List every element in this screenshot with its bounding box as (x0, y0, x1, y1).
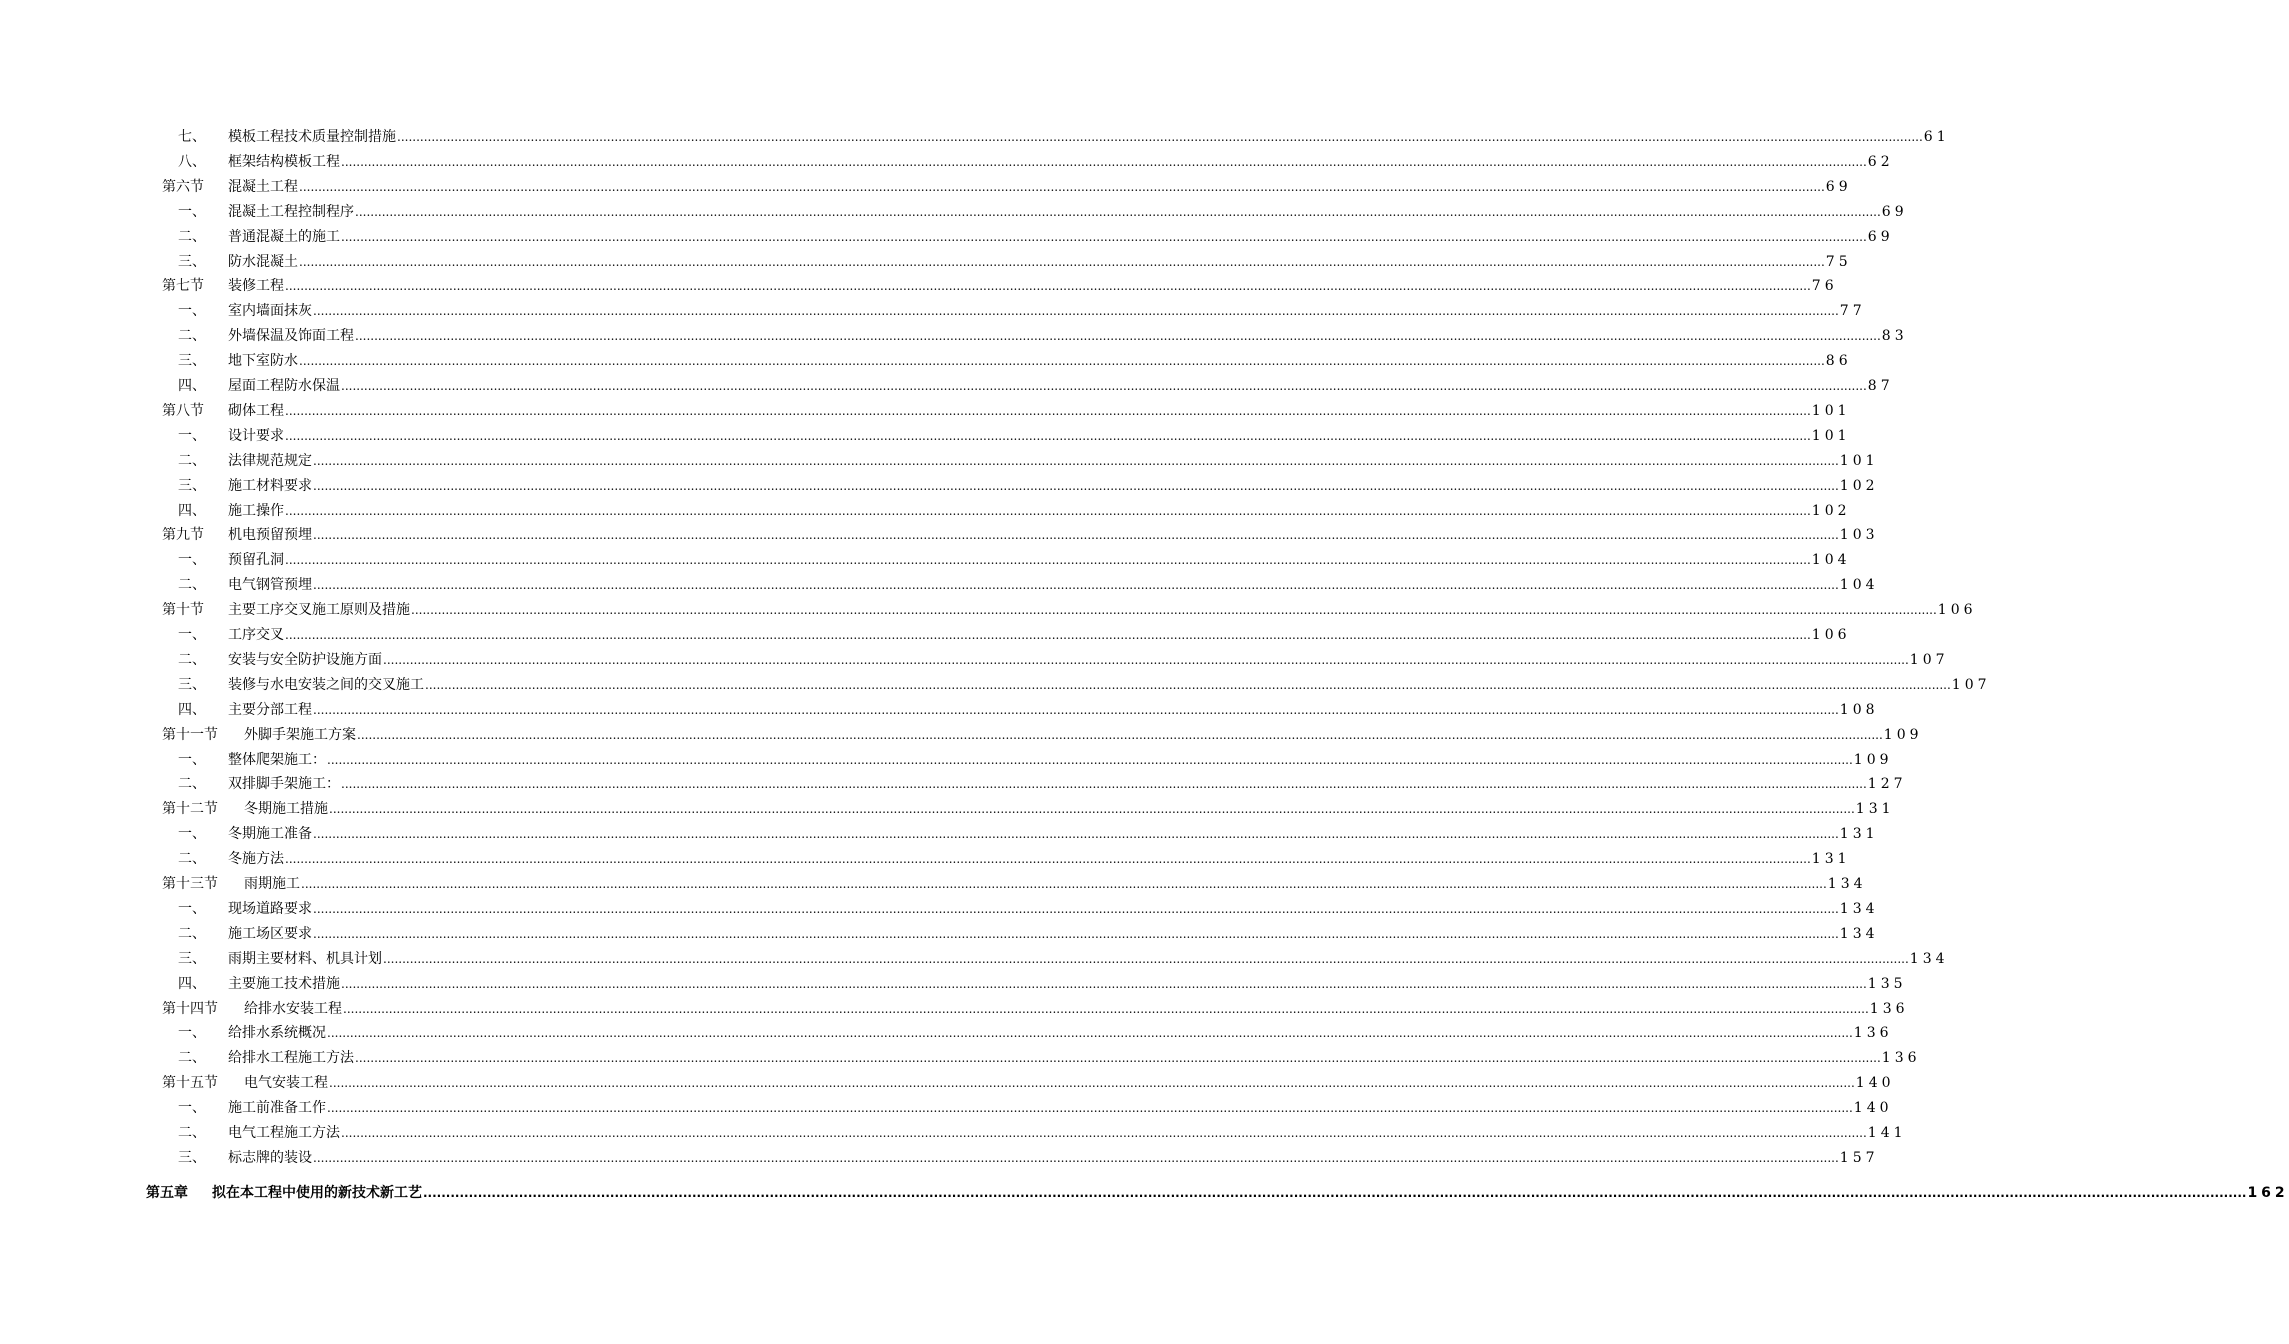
toc-item-entry[interactable] (178, 899, 1879, 919)
toc-page-number: 101 (1811, 402, 1851, 419)
toc-entry-title: 设计要求 (228, 427, 284, 444)
toc-page-number: 157 (1839, 1149, 1879, 1166)
toc-section-entry[interactable] (162, 725, 1923, 745)
toc-entry-number: 第十四节 (162, 1000, 218, 1017)
toc-dot-leader: ................................................................................................................................................................................................................................................................................................................................................................................................................ (341, 379, 1867, 393)
toc-entry-title: 主要施工技术措施 (228, 975, 340, 992)
toc-entry-title: 整体爬架施工： (228, 751, 326, 768)
toc-entry-number: 三、 (178, 353, 206, 370)
toc-item-entry[interactable] (178, 974, 1907, 994)
toc-entry-title: 防水混凝土 (228, 253, 298, 270)
toc-entry-number: 二、 (178, 925, 206, 942)
toc-entry-number: 一、 (178, 427, 206, 444)
toc-entry-number: 一、 (178, 900, 206, 917)
toc-dot-leader: ................................................................................................................................................................................................................................................................................................................................................................................................................ (285, 628, 1811, 642)
toc-page-number: 102 (1811, 502, 1851, 519)
toc-item-entry[interactable] (178, 650, 1949, 670)
toc-page-number: 134 (1827, 876, 1867, 892)
toc-chapter-entry[interactable] (146, 1183, 2289, 1203)
toc-section-entry[interactable] (162, 799, 1895, 819)
toc-dot-leader: ................................................................................................................................................................................................................................................................................................................................................................................................................ (341, 1126, 1867, 1140)
toc-item-entry[interactable] (178, 476, 1879, 496)
toc-entry-title: 主要分部工程 (228, 701, 312, 718)
toc-dot-leader: ................................................................................................................................................................................................................................................................................................................................................................................................................ (357, 727, 1883, 742)
toc-page-number: 136 (1869, 1000, 1909, 1017)
toc-dot-leader: ................................................................................................................................................................................................................................................................................................................................................................................................................ (341, 777, 1867, 792)
toc-item-entry[interactable] (178, 1123, 1907, 1143)
toc-page-number: 107 (1909, 651, 1949, 668)
toc-entry-number: 三、 (178, 676, 206, 693)
toc-entry-title: 法律规范规定 (228, 452, 312, 469)
toc-page-number: 69 (1881, 203, 1908, 220)
toc-entry-number: 二、 (178, 228, 206, 245)
toc-page-number: 136 (1881, 1050, 1921, 1067)
toc-page-number: 141 (1867, 1125, 1907, 1141)
toc-entry-title: 冬期施工措施 (244, 801, 328, 818)
toc-dot-leader: ................................................................................................................................................................................................................................................................................................................................................................................................................ (423, 1185, 2247, 1200)
toc-page-number: 131 (1839, 826, 1879, 843)
toc-entry-number: 二、 (178, 851, 206, 868)
toc-item-entry[interactable] (178, 824, 1879, 844)
toc-page-number: 104 (1811, 552, 1851, 569)
toc-dot-leader: ................................................................................................................................................................................................................................................................................................................................................................................................................ (329, 802, 1855, 817)
toc-item-entry[interactable] (178, 849, 1851, 869)
toc-dot-leader: ................................................................................................................................................................................................................................................................................................................................................................................................................ (313, 702, 1839, 717)
toc-dot-leader: ................................................................................................................................................................................................................................................................................................................................................................................................................ (341, 229, 1867, 244)
toc-entry-number: 三、 (178, 1149, 206, 1166)
toc-dot-leader: ................................................................................................................................................................................................................................................................................................................................................................................................................ (313, 453, 1839, 468)
toc-item-entry[interactable] (178, 675, 1991, 695)
toc-dot-leader: ................................................................................................................................................................................................................................................................................................................................................................................................................ (355, 329, 1881, 344)
toc-page-number: 134 (1839, 925, 1879, 942)
toc-dot-leader: ................................................................................................................................................................................................................................................................................................................................................................................................................ (299, 354, 1825, 369)
toc-entry-number: 第九节 (162, 527, 204, 544)
toc-page-number: 76 (1811, 278, 1838, 295)
toc-item-entry[interactable] (178, 1023, 1893, 1043)
toc-section-entry[interactable] (162, 177, 1852, 197)
toc-dot-leader: ................................................................................................................................................................................................................................................................................................................................................................................................................ (299, 254, 1825, 269)
toc-page-number: 101 (1839, 452, 1879, 469)
toc-item-entry[interactable] (178, 227, 1894, 247)
toc-entry-title: 雨期主要材料、机具计划 (228, 950, 382, 967)
toc-entry-number: 三、 (178, 477, 206, 494)
toc-item-entry[interactable] (178, 949, 1949, 969)
toc-entry-number: 一、 (178, 751, 206, 768)
toc-entry-number: 第十节 (162, 602, 204, 619)
toc-entry-title: 给排水工程施工方法 (228, 1050, 354, 1067)
toc-page-number: 127 (1867, 776, 1907, 793)
toc-section-entry[interactable] (162, 276, 1838, 296)
toc-entry-number: 一、 (178, 1025, 206, 1042)
toc-page-number: 83 (1881, 328, 1908, 345)
toc-entry-title: 冬期施工准备 (228, 826, 312, 843)
toc-entry-title: 给排水安装工程 (244, 1000, 342, 1017)
toc-entry-number: 四、 (178, 975, 206, 992)
toc-dot-leader: ................................................................................................................................................................................................................................................................................................................................................................................................................ (355, 204, 1881, 219)
toc-page-number: 162 (2247, 1184, 2289, 1201)
toc-item-entry[interactable] (178, 376, 1894, 396)
toc-entry-title: 给排水系统概况 (228, 1025, 326, 1042)
toc-dot-leader: ................................................................................................................................................................................................................................................................................................................................................................................................................ (327, 752, 1853, 767)
toc-page-number: 106 (1937, 602, 1977, 619)
toc-entry-number: 一、 (178, 627, 206, 643)
toc-entry-title: 地下室防水 (228, 353, 298, 370)
toc-entry-title: 施工场区要求 (228, 925, 312, 942)
toc-page-number: 75 (1825, 253, 1852, 270)
toc-dot-leader: ................................................................................................................................................................................................................................................................................................................................................................................................................ (313, 901, 1839, 916)
toc-page-number: 103 (1839, 527, 1879, 544)
toc-section-entry[interactable] (162, 874, 1867, 894)
toc-item-entry[interactable] (178, 1048, 1921, 1068)
toc-entry-number: 二、 (178, 1050, 206, 1067)
toc-item-entry[interactable] (178, 326, 1908, 346)
toc-page-number: 104 (1839, 577, 1879, 594)
toc-item-entry[interactable] (178, 924, 1879, 944)
toc-section-entry[interactable] (162, 600, 1977, 620)
toc-entry-number: 七、 (178, 129, 206, 145)
toc-page-number: 134 (1909, 950, 1949, 967)
toc-entry-title: 混凝土工程 (228, 178, 298, 195)
toc-entry-title: 屋面工程防水保温 (228, 378, 340, 394)
toc-page-number: 109 (1883, 726, 1923, 743)
toc-page-number: 61 (1923, 129, 1950, 145)
toc-entry-number: 四、 (178, 378, 206, 394)
toc-entry-title: 主要工序交叉施工原则及措施 (228, 602, 410, 619)
toc-dot-leader: ................................................................................................................................................................................................................................................................................................................................................................................................................ (313, 578, 1839, 593)
toc-entry-number: 第十二节 (162, 801, 218, 818)
toc-item-entry[interactable] (178, 152, 1894, 172)
toc-entry-title: 框架结构模板工程 (228, 153, 340, 170)
toc-entry-title: 施工前准备工作 (228, 1100, 326, 1117)
toc-item-entry[interactable] (178, 252, 1852, 272)
toc-entry-title: 预留孔洞 (228, 552, 284, 569)
toc-section-entry[interactable] (162, 401, 1851, 421)
toc-dot-leader: ................................................................................................................................................................................................................................................................................................................................................................................................................ (411, 603, 1937, 618)
toc-entry-title: 双排脚手架施工： (228, 776, 340, 793)
toc-entry-title: 机电预留预埋 (228, 527, 312, 544)
toc-dot-leader: ................................................................................................................................................................................................................................................................................................................................................................................................................ (313, 528, 1839, 543)
toc-page-number: 69 (1825, 178, 1852, 195)
toc-entry-number: 四、 (178, 502, 206, 519)
toc-item-entry[interactable] (178, 750, 1893, 770)
toc-dot-leader: ................................................................................................................................................................................................................................................................................................................................................................................................................ (285, 553, 1811, 568)
toc-page-number: 109 (1853, 751, 1893, 768)
toc-dot-leader: ................................................................................................................................................................................................................................................................................................................................................................................................................ (299, 179, 1825, 194)
toc-page-number: 108 (1839, 701, 1879, 718)
toc-entry-number: 一、 (178, 303, 206, 320)
toc-dot-leader: ................................................................................................................................................................................................................................................................................................................................................................................................................ (425, 677, 1951, 692)
toc-page-number: 62 (1867, 153, 1894, 170)
toc-entry-title: 冬施方法 (228, 851, 284, 868)
toc-page-number: 131 (1811, 851, 1851, 868)
toc-entry-number: 第五章 (146, 1184, 188, 1201)
toc-item-entry[interactable] (178, 501, 1851, 521)
toc-dot-leader: ................................................................................................................................................................................................................................................................................................................................................................................................................ (313, 827, 1839, 842)
toc-dot-leader: ................................................................................................................................................................................................................................................................................................................................................................................................................ (313, 1150, 1839, 1165)
toc-page-number: 135 (1867, 975, 1907, 992)
toc-dot-leader: ................................................................................................................................................................................................................................................................................................................................................................................................................ (383, 951, 1909, 966)
toc-entry-title: 拟在本工程中使用的新技术新工艺 (212, 1184, 422, 1201)
toc-item-entry[interactable] (178, 1148, 1879, 1168)
toc-dot-leader: ................................................................................................................................................................................................................................................................................................................................................................................................................ (313, 926, 1839, 941)
toc-entry-number: 一、 (178, 203, 206, 220)
toc-entry-number: 八、 (178, 153, 206, 170)
toc-entry-number: 一、 (178, 1100, 206, 1117)
toc-section-entry[interactable] (162, 525, 1879, 545)
toc-entry-number: 第八节 (162, 402, 204, 419)
toc-entry-number: 第十一节 (162, 726, 218, 743)
toc-dot-leader: ................................................................................................................................................................................................................................................................................................................................................................................................................ (327, 1026, 1853, 1041)
toc-entry-title: 室内墙面抹灰 (228, 303, 312, 320)
toc-page-number: 131 (1855, 801, 1895, 818)
toc-entry-number: 四、 (178, 701, 206, 718)
toc-page-number: 106 (1811, 627, 1851, 643)
toc-dot-leader: ................................................................................................................................................................................................................................................................................................................................................................................................................ (341, 976, 1867, 991)
toc-entry-number: 第七节 (162, 278, 204, 295)
toc-entry-title: 砌体工程 (228, 402, 284, 419)
toc-item-entry[interactable] (178, 625, 1851, 645)
toc-item-entry[interactable] (178, 700, 1879, 720)
toc-page-number: 107 (1951, 676, 1991, 693)
toc-entry-title: 现场道路要求 (228, 900, 312, 917)
toc-dot-leader: ................................................................................................................................................................................................................................................................................................................................................................................................................ (313, 304, 1839, 319)
toc-dot-leader: ................................................................................................................................................................................................................................................................................................................................................................................................................ (285, 279, 1811, 294)
toc-entry-title: 普通混凝土的施工 (228, 228, 340, 245)
toc-section-entry[interactable] (162, 1073, 1895, 1093)
toc-entry-number: 第十三节 (162, 876, 218, 892)
toc-page-number: 136 (1853, 1025, 1893, 1042)
toc-entry-number: 第六节 (162, 178, 204, 195)
toc-dot-leader: ................................................................................................................................................................................................................................................................................................................................................................................................................ (285, 852, 1811, 867)
toc-entry-number: 二、 (178, 651, 206, 668)
toc-dot-leader: ................................................................................................................................................................................................................................................................................................................................................................................................................ (383, 652, 1909, 667)
toc-dot-leader: ................................................................................................................................................................................................................................................................................................................................................................................................................ (285, 503, 1811, 518)
toc-entry-title: 外墙保温及饰面工程 (228, 328, 354, 345)
toc-dot-leader: ................................................................................................................................................................................................................................................................................................................................................................................................................ (327, 1101, 1853, 1116)
toc-dot-leader: ................................................................................................................................................................................................................................................................................................................................................................................................................ (285, 403, 1811, 418)
toc-entry-title: 装修与水电安装之间的交叉施工 (228, 676, 424, 693)
toc-entry-number: 一、 (178, 826, 206, 843)
toc-entry-number: 三、 (178, 950, 206, 967)
toc-entry-number: 第十五节 (162, 1075, 218, 1092)
toc-dot-leader: ................................................................................................................................................................................................................................................................................................................................................................................................................ (285, 428, 1811, 443)
toc-entry-title: 施工材料要求 (228, 477, 312, 494)
toc-item-entry[interactable] (178, 127, 1950, 147)
toc-entry-title: 施工操作 (228, 502, 284, 519)
toc-entry-title: 电气钢管预埋 (228, 577, 312, 594)
toc-dot-leader: ................................................................................................................................................................................................................................................................................................................................................................................................................ (397, 130, 1923, 144)
toc-entry-title: 装修工程 (228, 278, 284, 295)
toc-dot-leader: ................................................................................................................................................................................................................................................................................................................................................................................................................ (343, 1001, 1869, 1016)
toc-page-number: 86 (1825, 353, 1852, 370)
toc-page-number: 140 (1855, 1075, 1895, 1092)
toc-page-number: 77 (1839, 303, 1866, 320)
toc-dot-leader: ................................................................................................................................................................................................................................................................................................................................................................................................................ (355, 1051, 1881, 1066)
toc-entry-number: 二、 (178, 452, 206, 469)
toc-page-number: 87 (1867, 378, 1894, 394)
toc-item-entry[interactable] (178, 451, 1879, 471)
toc-entry-title: 雨期施工 (244, 876, 300, 892)
toc-entry-title: 模板工程技术质量控制措施 (228, 129, 396, 145)
toc-dot-leader: ................................................................................................................................................................................................................................................................................................................................................................................................................ (301, 877, 1827, 891)
toc-item-entry[interactable] (178, 575, 1879, 595)
toc-section-entry[interactable] (162, 999, 1909, 1019)
toc-item-entry[interactable] (178, 426, 1851, 446)
toc-page-number: 69 (1867, 228, 1894, 245)
toc-item-entry[interactable] (178, 1098, 1893, 1118)
toc-page-number: 140 (1853, 1100, 1893, 1117)
toc-entry-title: 工序交叉 (228, 627, 284, 643)
toc-entry-title: 电气安装工程 (244, 1075, 328, 1092)
toc-page-number: 101 (1811, 427, 1851, 444)
toc-item-entry[interactable] (178, 774, 1907, 794)
toc-item-entry[interactable] (178, 550, 1851, 570)
toc-entry-number: 二、 (178, 328, 206, 345)
toc-entry-number: 二、 (178, 577, 206, 594)
toc-entry-title: 安装与安全防护设施方面 (228, 651, 382, 668)
toc-entry-title: 外脚手架施工方案 (244, 726, 356, 743)
toc-page-number: 134 (1839, 900, 1879, 917)
toc-entry-title: 标志牌的装设 (228, 1149, 312, 1166)
toc-entry-title: 电气工程施工方法 (228, 1125, 340, 1141)
toc-item-entry[interactable] (178, 351, 1852, 371)
toc-entry-number: 一、 (178, 552, 206, 569)
toc-entry-number: 二、 (178, 776, 206, 793)
toc-dot-leader: ................................................................................................................................................................................................................................................................................................................................................................................................................ (329, 1076, 1855, 1091)
toc-entry-number: 三、 (178, 253, 206, 270)
toc-item-entry[interactable] (178, 301, 1866, 321)
toc-entry-number: 二、 (178, 1125, 206, 1141)
toc-page-number: 102 (1839, 477, 1879, 494)
toc-dot-leader: ................................................................................................................................................................................................................................................................................................................................................................................................................ (341, 154, 1867, 169)
toc-item-entry[interactable] (178, 202, 1908, 222)
toc-dot-leader: ................................................................................................................................................................................................................................................................................................................................................................................................................ (313, 478, 1839, 493)
toc-entry-title: 混凝土工程控制程序 (228, 203, 354, 220)
